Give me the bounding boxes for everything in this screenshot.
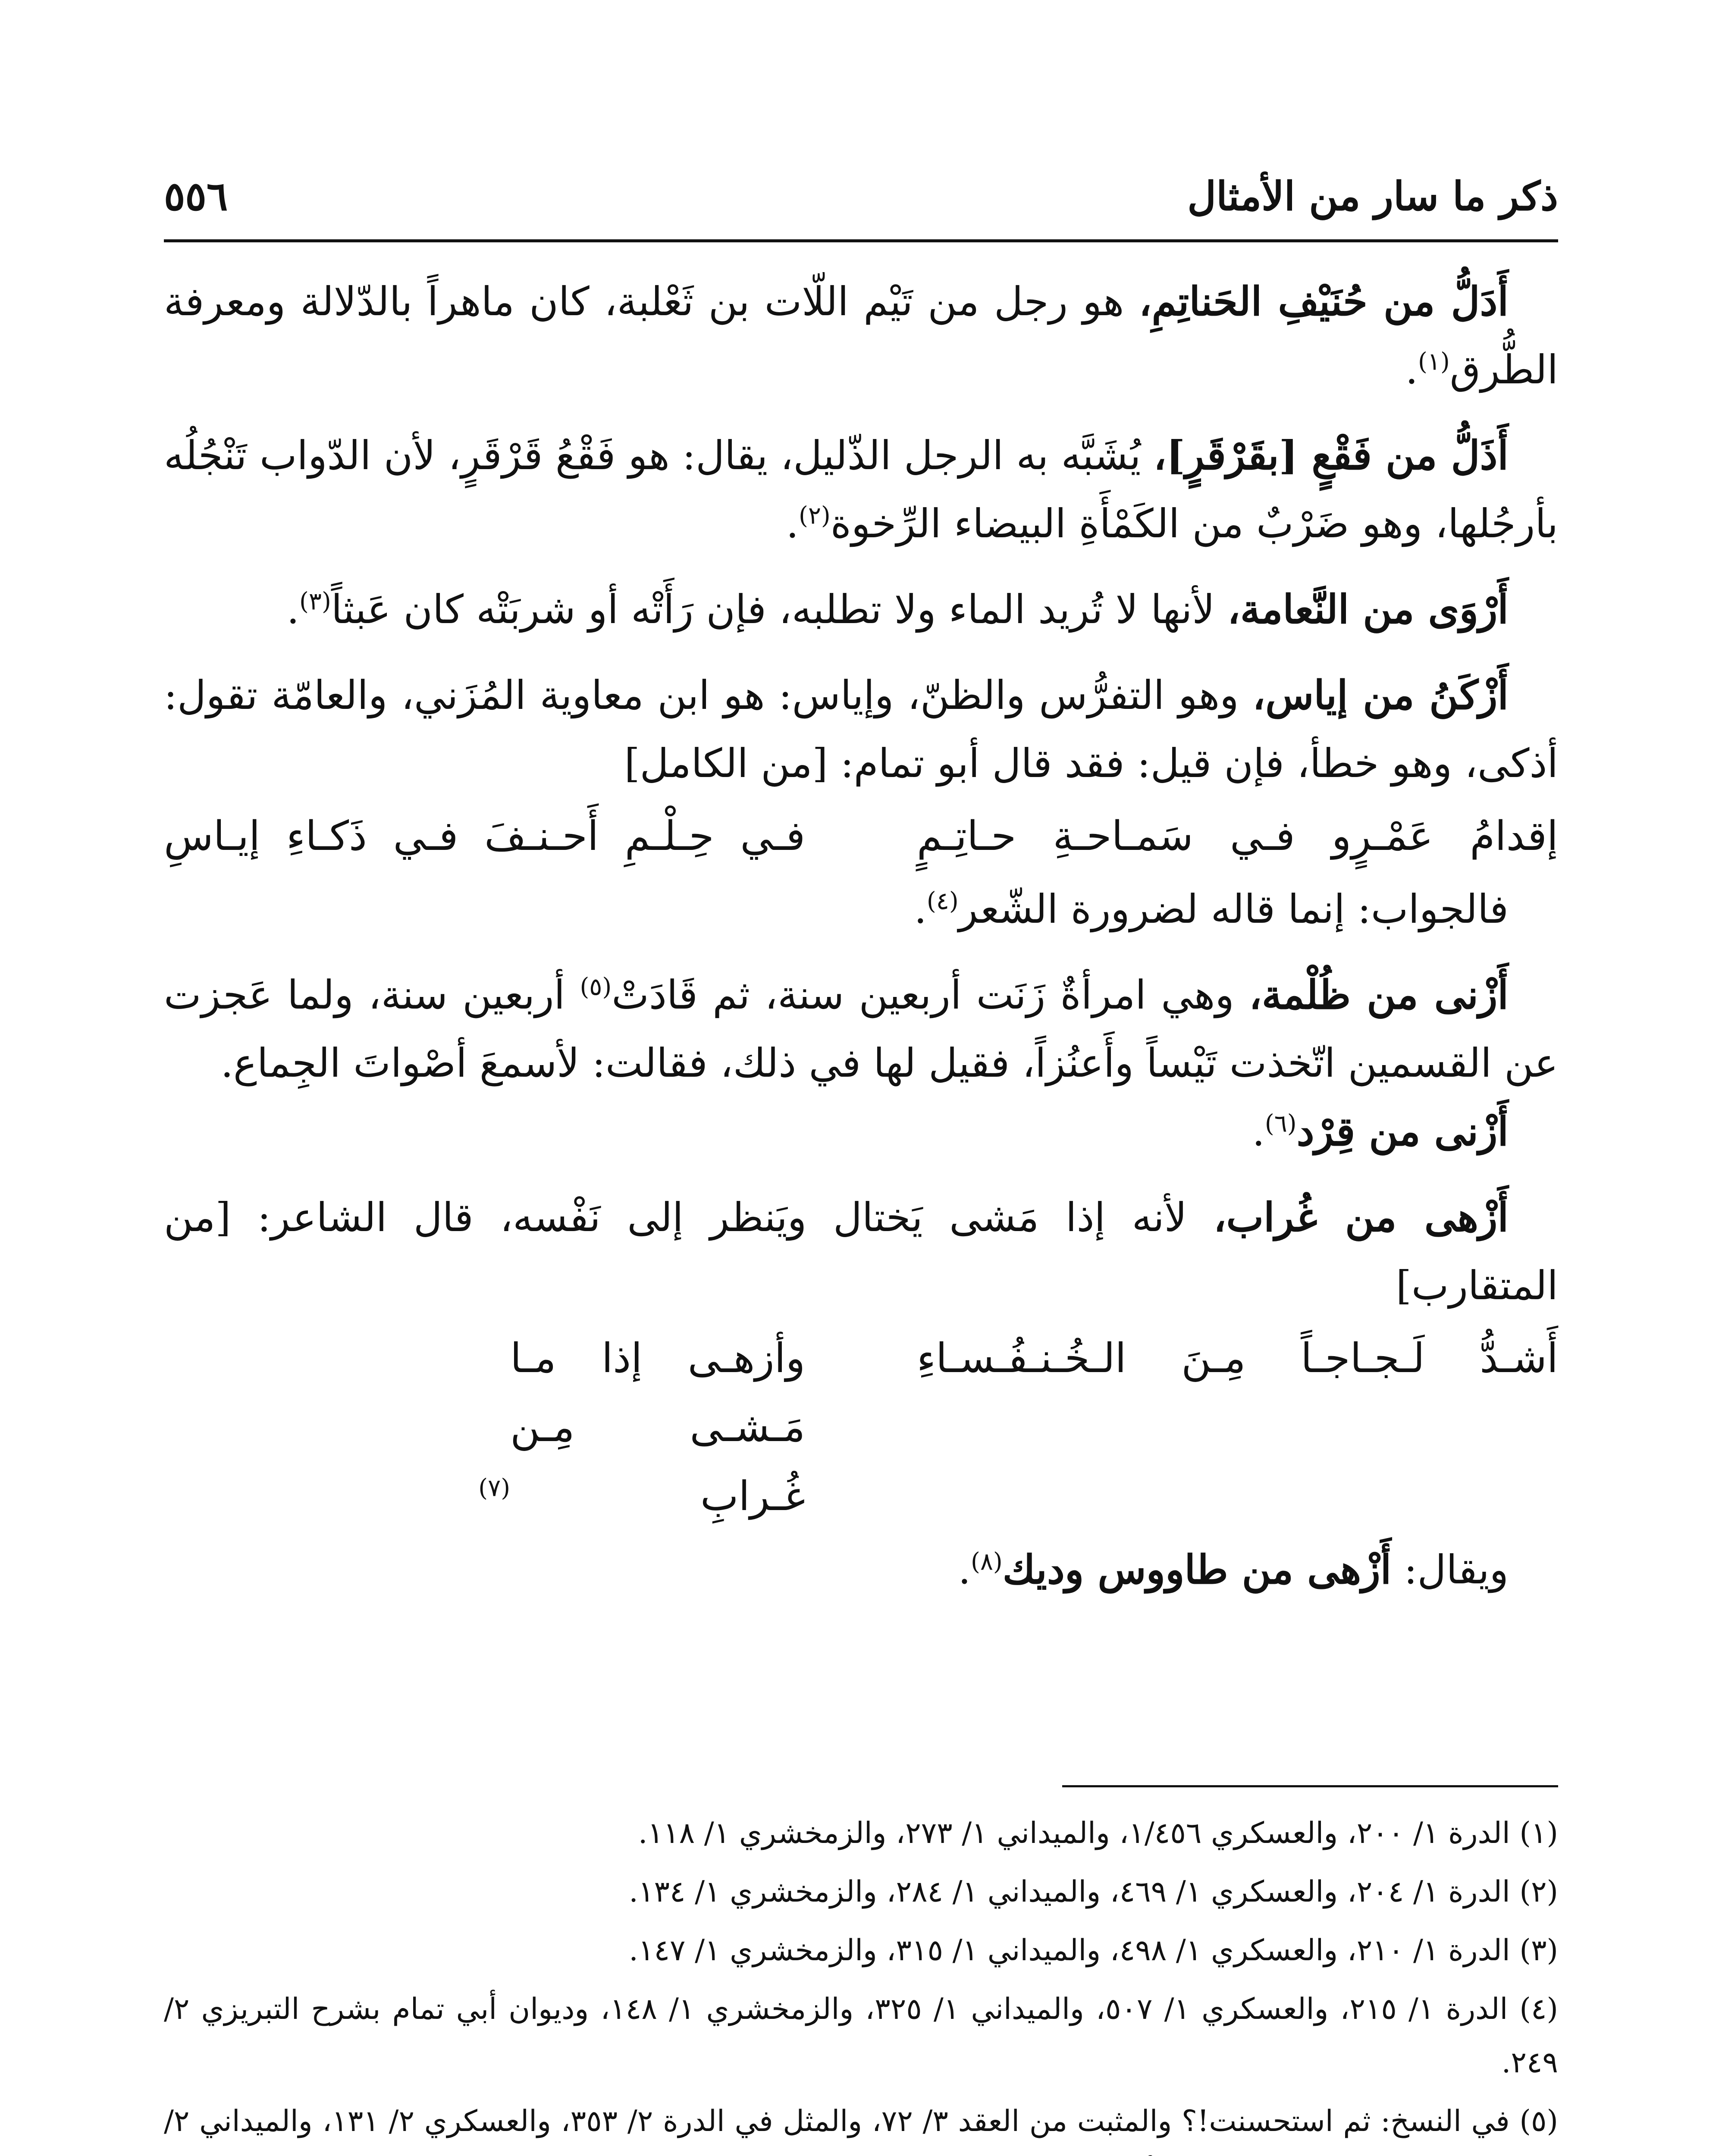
footnote: (٣) الدرة ١/ ٢١٠، والعسكري ١/ ٤٩٨، والميداني ١/ ٣١٥، والزمخشري ١/ ١٤٧. [629, 1934, 1558, 1968]
footnote-ref: (٤) [926, 887, 959, 915]
entry-4 [164, 661, 1558, 798]
punctuation: . [1252, 1109, 1265, 1155]
verse-1 [164, 802, 1558, 871]
footnotes [164, 1807, 1558, 2156]
main-text [164, 267, 1558, 1621]
punctuation: . [1405, 347, 1418, 393]
entry-5 [164, 961, 1558, 1097]
entry-text: وهو التفرُّس والظنّ، وإياس: هو ابن معاوية المُزَني، والعامّة تقول: أذكى، وهو خطأ، فإن قيل: فقد قال أبو تمام: [من الكامل] [164, 672, 1558, 787]
proverb-heading: أَرْوَى من النَّعامة، [1227, 586, 1509, 633]
header-rule [164, 239, 1558, 242]
proverb-heading: أَدَلُّ من حُنَيْفِ الحَناتِمِ، [1139, 278, 1509, 325]
footnote: (٥) في النسخ: ثم استحسنت!؟ والمثبت من العقد ٣/ ٧٢، والمثل في الدرة ٢/ ٣٥٣، والعسكري ٢/ ١٣١، والميداني ٢/ [164, 2104, 1559, 2138]
footnotes-rule [1062, 1785, 1558, 1787]
verse-first-hemistich: إقدامُ عَمْـرٍو فـي سَمـاحـةِ حـاتِـمٍ [916, 813, 1558, 860]
entry-8 [164, 1536, 1558, 1604]
footnote-ref: (٢) [798, 501, 831, 530]
entry-text: ويقال: [1391, 1547, 1509, 1593]
proverb-heading: أَزْنى من ظُلْمة، [1249, 971, 1509, 1018]
punctuation: . [914, 886, 927, 932]
entry-text: لأنه إذا مَشى يَختال ويَنظر إلى نَفْسه، قال الشاعر: [من المتقارب] [164, 1194, 1558, 1309]
page-number: ٥٥٦ [164, 173, 228, 219]
entry-6 [164, 1097, 1558, 1166]
footnote-ref: (٣) [299, 587, 331, 616]
footnote-ref: (٦) [1264, 1109, 1297, 1138]
verse-first-hemistich: أَشـدُّ لَـجـاجـاً مِـنَ الـخُـنـفُـسـاءِ [916, 1335, 1558, 1382]
entry-text: لأنها لا تُريد الماء ولا تطلبه، فإن رَأَتْه أو شربَتْه كان عَبثاً [331, 586, 1228, 633]
punctuation: . [958, 1547, 971, 1593]
entry-2 [164, 421, 1558, 558]
proverb-heading: أَذَلُّ من فَقْعٍ [بقَرْقَرٍ]، [1153, 432, 1509, 479]
entry-text: فالجواب: إنما قاله لضرورة الشّعر [958, 886, 1509, 932]
verse-second-hemistich [164, 1324, 805, 1531]
footnote-ref: (٧) [478, 1474, 511, 1502]
footnote: (١) الدرة ١/ ٢٠٠، والعسكري ١/٤٥٦، والميداني ١/ ٢٧٣، والزمخشري ١/ ١١٨. [638, 1816, 1558, 1850]
entry-text: هو رجل من تَيْم اللّات بن ثَعْلبة، كان ماهراً بالدّلالة ومعرفة الطُّرق [164, 279, 1558, 393]
footnote-ref: (٨) [970, 1548, 1003, 1576]
entry-7 [164, 1183, 1558, 1320]
running-title: ذكر ما سار من الأمثال [1187, 173, 1558, 219]
proverb-heading: أَزْهى من غُراب، [1213, 1194, 1509, 1241]
entry-4-answer [164, 875, 1558, 943]
footnote-ref: (١) [1418, 348, 1450, 376]
entry-text-continued: أربعين سنة، ولما عَجزت عن القسمين اتّخذت تَيْساً وأَعنُزاً، فقيل لها في ذلك، فقالت: لأسمعَ أصْواتَ الجِماع. [164, 972, 1558, 1086]
punctuation: . [786, 501, 799, 547]
verse-second-hemistich: فـي حِـلْـمِ أَحـنـفَ فـي ذَكـاءِ إيـاسِ [164, 813, 806, 860]
entry-1 [164, 267, 1558, 404]
verse-2 [164, 1324, 1558, 1531]
footnote: (٤) الدرة ١/ ٢١٥، والعسكري ١/ ٥٠٧، والميداني ١/ ٣٢٥، والزمخشري ١/ ١٤٨، وديوان أبي تمام بشرح التبريزي ٢/ ٢٤٩. [164, 1992, 1559, 2080]
entry-text: وهي امرأةٌ زَنَت أربعين سنة، ثم قَادَتْ [612, 972, 1249, 1018]
proverb-heading: أَزْهى من طاووس وديك [1002, 1546, 1392, 1593]
punctuation: . [286, 586, 300, 633]
footnote-ref: (٥) [580, 973, 612, 1001]
proverb-heading: أَزْكَنُ من إياس، [1252, 672, 1509, 718]
verse-text: وأزهـى إذا مـا مَـشـى مِـن غُـرابِ [510, 1335, 806, 1520]
proverb-heading: أَزْنى من قِرْد [1296, 1108, 1509, 1155]
entry-3 [164, 575, 1558, 644]
entry-text: يُشَبَّه به الرجل الذّليل، يقال: هو فَقْعُ قَرْقَرٍ، لأن الدّواب تَنْجُلُه بأرجُلها، وهو ضَرْبٌ من الكَمْأَةِ البيضاء الرِّخوة [164, 432, 1558, 547]
page-header [164, 164, 1558, 229]
footnote: (٢) الدرة ١/ ٢٠٤، والعسكري ١/ ٤٦٩، والميداني ١/ ٢٨٤، والزمخشري ١/ ١٣٤. [629, 1875, 1558, 1909]
